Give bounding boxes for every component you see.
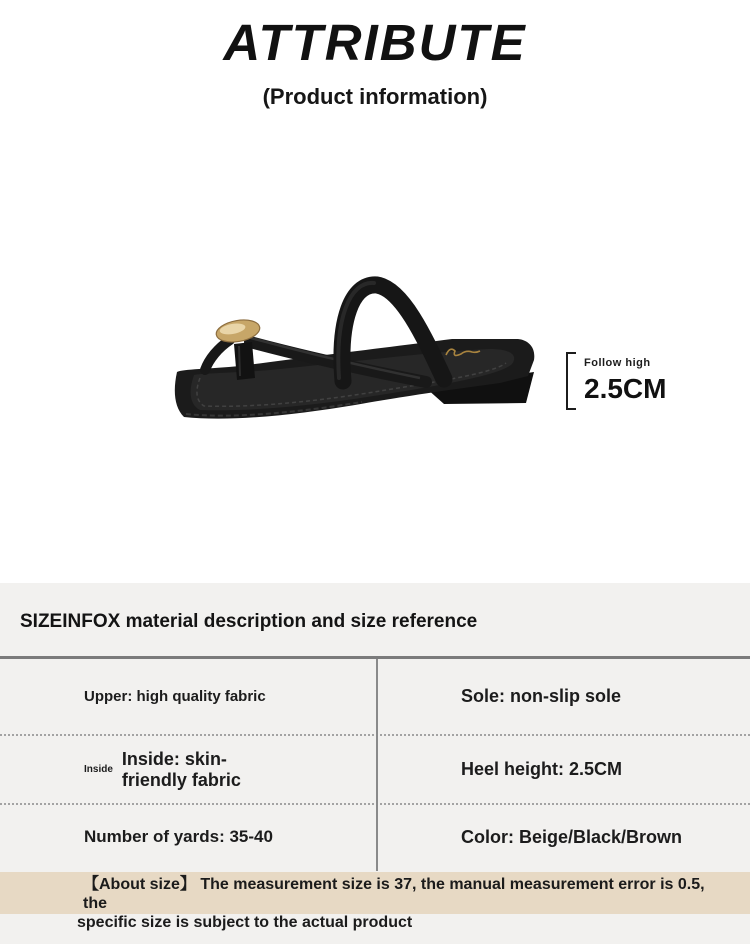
table-row-inside-heel bbox=[0, 736, 750, 805]
inside-prefix-label: Inside bbox=[84, 764, 113, 775]
color-cell: Color: Beige/Black/Brown bbox=[461, 826, 683, 847]
about-size-line-2: specific size is subject to the actual product bbox=[77, 914, 413, 931]
about-size-line-1: 【About size】 The measurement size is 37, the manual measurement error is 0.5, the bbox=[83, 876, 705, 912]
upper-cell: Upper: high quality fabric bbox=[84, 688, 266, 705]
bracket-icon bbox=[566, 352, 576, 410]
toe-strap-front bbox=[205, 340, 230, 370]
table-row-upper-sole bbox=[0, 659, 750, 736]
heel-height-annotation bbox=[584, 357, 666, 405]
spec-table bbox=[0, 659, 750, 871]
heel-annotation-label: Follow high bbox=[584, 357, 651, 369]
column-divider bbox=[376, 659, 378, 871]
page-title: ATTRIBUTE bbox=[223, 14, 527, 71]
about-size-note bbox=[0, 872, 750, 931]
inside-cell bbox=[0, 736, 377, 803]
toe-ring-strap bbox=[234, 342, 255, 380]
material-size-section bbox=[0, 583, 750, 944]
inside-main-label: Inside: skin-friendly fabric bbox=[121, 748, 241, 790]
heel-height-cell: Heel height: 2.5CM bbox=[461, 759, 623, 779]
section-title: SIZEINFOX material description and size reference bbox=[0, 583, 750, 659]
toe-ring-highlight bbox=[239, 346, 240, 376]
sandal-product-image bbox=[60, 268, 560, 458]
page-subtitle: (Product information) bbox=[262, 84, 488, 109]
yards-cell: Number of yards: 35-40 bbox=[84, 827, 273, 846]
attribute-header bbox=[0, 0, 750, 110]
table-row-yards-color bbox=[0, 805, 750, 869]
sole-cell: Sole: non-slip sole bbox=[461, 686, 622, 706]
heel-annotation-value: 2.5CM bbox=[584, 373, 667, 404]
